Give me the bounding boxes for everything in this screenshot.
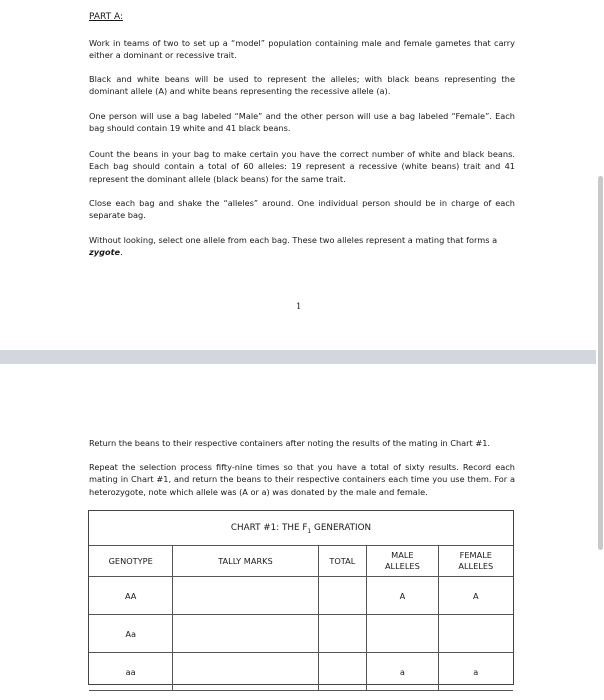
table-header-row xyxy=(89,546,513,577)
male-allele-cell xyxy=(367,615,438,653)
page-number: 1 xyxy=(296,302,302,312)
page-separator xyxy=(0,350,604,364)
instruction-paragraph-4: Count the beans in your bag to make certain you have the correct number of white and black beans. Each bag should contain a total of 60 alleles: 19 represent a recessive (white beans) trait and 41 represent the dominant allele (black beans) for the same trait. xyxy=(89,149,515,184)
total-cell xyxy=(318,653,367,691)
male-allele-cell: A xyxy=(367,577,438,615)
tally-cell xyxy=(173,653,318,691)
zygote-term: zygote xyxy=(89,247,121,258)
genotype-cell: AA xyxy=(89,577,173,615)
chart-1-f1-generation xyxy=(88,510,514,685)
instruction-paragraph-6: Without looking, select one allele from each bag. These two alleles represent a mating that forms a zygote. xyxy=(89,235,498,258)
vertical-scrollbar[interactable] xyxy=(596,0,604,700)
male-allele-cell: a xyxy=(367,653,438,691)
genotype-cell: Aa xyxy=(89,615,173,653)
table-row xyxy=(89,653,513,691)
instruction-paragraph-1: Work in teams of two to set up a “model” population containing male and female gametes that carry either a dominant or recessive trait. xyxy=(89,38,515,61)
document-page-2 xyxy=(0,364,596,700)
document-page-1 xyxy=(0,0,596,350)
total-cell xyxy=(318,577,367,615)
female-allele-cell: A xyxy=(438,577,513,615)
tally-cell xyxy=(173,577,318,615)
total-cell xyxy=(318,615,367,653)
chart-title: CHART #1: THE $F_1$ GENERATION xyxy=(230,523,372,535)
instruction-paragraph-5: Close each bag and shake the “alleles” around. One individual person should be in charge of each separate bag. xyxy=(89,198,515,221)
return-beans-paragraph: Return the beans to their respective containers after noting the results of the mating in Chart #1. xyxy=(89,438,491,448)
male-alleles-header: MALE ALLELES xyxy=(367,546,438,577)
genotype-cell: aa xyxy=(89,653,173,691)
chart-table xyxy=(89,545,513,691)
female-allele-cell: a xyxy=(438,653,513,691)
female-alleles-header: FEMALE ALLELES xyxy=(438,546,513,577)
table-row xyxy=(89,577,513,615)
tally-cell xyxy=(173,615,318,653)
table-row xyxy=(89,615,513,653)
genotype-header: GENOTYPE xyxy=(89,546,173,577)
repeat-selection-paragraph: Repeat the selection process fifty-nine times so that you have a total of sixty results. Record each mating in Chart #1, and return the beans to their respective containers each time you use them. For a heterozygote, note which allele was (A or a) was donated by the male and female. xyxy=(89,462,515,497)
instruction-paragraph-2: Black and white beans will be used to represent the alleles; with black beans representing the dominant allele (A) and white beans representing the recessive allele (a). xyxy=(89,74,515,97)
scrollbar-thumb[interactable] xyxy=(598,176,603,550)
instruction-paragraph-3: One person will use a bag labeled “Male” and the other person will use a bag labeled “Female”. Each bag should contain 19 white and 41 black beans. xyxy=(89,111,515,134)
part-a-heading: PART A: xyxy=(89,12,123,22)
total-header: TOTAL xyxy=(318,546,367,577)
female-allele-cell xyxy=(438,615,513,653)
tally-marks-header: TALLY MARKS xyxy=(173,546,318,577)
